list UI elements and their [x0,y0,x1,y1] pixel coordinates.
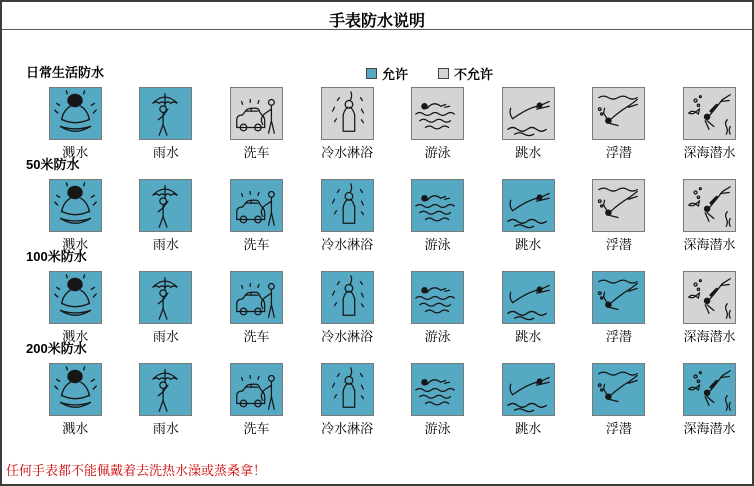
activity-cell-splash [30,87,121,160]
activity-label: 冷水淋浴 [321,237,374,252]
section-label-200m: 200米防水 [26,341,87,356]
activity-label: 游泳 [424,329,451,344]
activity-cell-splash [30,363,121,436]
activity-cell-diving [483,363,574,436]
activity-cell-splash [30,179,121,252]
activity-cell-swimming [392,87,483,160]
activity-cell-cold-shower [302,179,393,252]
not-allowed-swatch-icon [438,68,449,79]
activity-cell-snorkeling [574,271,665,344]
splash-icon [49,271,102,324]
activity-cell-splash [30,271,121,344]
footer-warning: 任何手表都不能佩戴着去洗热水澡或蒸桑拿！ [6,463,267,478]
allowed-swatch-icon [366,68,377,79]
cold-shower-icon [321,87,374,140]
activity-label: 浮潜 [605,145,632,160]
cold-shower-icon [321,179,374,232]
deep-sea-diving-icon [683,363,736,416]
legend [366,64,523,83]
section-header-50m [26,157,752,173]
activity-label: 浮潜 [605,421,632,436]
diving-icon [502,271,555,324]
activity-label: 洗车 [243,237,270,252]
deep-sea-diving-icon [683,87,736,140]
activity-cell-swimming [392,363,483,436]
activity-cell-rain [121,363,212,436]
icon-row-100m [30,271,752,344]
activity-label: 跳水 [515,421,542,436]
activity-cell-deep-sea-diving [664,179,754,252]
section-header-100m [26,249,752,265]
snorkeling-icon [592,87,645,140]
not-allowed-label: 不允许 [454,67,494,82]
activity-label: 冷水淋浴 [321,421,374,436]
icon-row-daily [30,87,752,160]
section-label-100m: 100米防水 [26,249,87,264]
activity-cell-rain [121,271,212,344]
snorkeling-icon [592,271,645,324]
carwash-icon [230,87,283,140]
swimming-icon [411,271,464,324]
activity-cell-snorkeling [574,363,665,436]
activity-cell-diving [483,87,574,160]
activity-label: 深海潜水 [683,237,736,252]
activity-cell-swimming [392,271,483,344]
activity-label: 冷水淋浴 [321,145,374,160]
swimming-icon [411,87,464,140]
activity-label: 雨水 [152,145,179,160]
activity-cell-cold-shower [302,363,393,436]
deep-sea-diving-icon [683,271,736,324]
activity-cell-deep-sea-diving [664,87,754,160]
allowed-label: 允许 [382,67,409,82]
activity-label: 溅水 [62,237,89,252]
splash-icon [49,87,102,140]
activity-label: 游泳 [424,145,451,160]
activity-cell-carwash [211,363,302,436]
activity-label: 洗车 [243,329,270,344]
diving-icon [502,179,555,232]
activity-cell-carwash [211,271,302,344]
activity-label: 游泳 [424,421,451,436]
rain-icon [139,179,192,232]
splash-icon [49,179,102,232]
diving-icon [502,87,555,140]
activity-label: 跳水 [515,145,542,160]
rain-icon [139,363,192,416]
activity-label: 跳水 [515,237,542,252]
activity-cell-carwash [211,87,302,160]
snorkeling-icon [592,179,645,232]
sections [2,65,752,436]
deep-sea-diving-icon [683,179,736,232]
activity-label: 深海潜水 [683,421,736,436]
activity-label: 浮潜 [605,237,632,252]
swimming-icon [411,363,464,416]
activity-label: 深海潜水 [683,145,736,160]
activity-label: 游泳 [424,237,451,252]
activity-label: 冷水淋浴 [321,329,374,344]
activity-cell-snorkeling [574,179,665,252]
activity-label: 溅水 [62,329,89,344]
activity-cell-swimming [392,179,483,252]
activity-cell-deep-sea-diving [664,271,754,344]
section-label-daily: 日常生活防水 [26,65,105,80]
diving-icon [502,363,555,416]
activity-label: 雨水 [152,237,179,252]
icon-row-200m [30,363,752,436]
swimming-icon [411,179,464,232]
cold-shower-icon [321,271,374,324]
activity-label: 洗车 [243,421,270,436]
activity-cell-diving [483,271,574,344]
cold-shower-icon [321,363,374,416]
activity-label: 溅水 [62,421,89,436]
activity-cell-snorkeling [574,87,665,160]
activity-cell-rain [121,87,212,160]
rain-icon [139,271,192,324]
carwash-icon [230,179,283,232]
snorkeling-icon [592,363,645,416]
carwash-icon [230,363,283,416]
activity-label: 深海潜水 [683,329,736,344]
icon-row-50m [30,179,752,252]
page-title: 手表防水说明 [328,13,425,30]
section-label-50m: 50米防水 [26,157,80,172]
rain-icon [139,87,192,140]
carwash-icon [230,271,283,324]
activity-label: 溅水 [62,145,89,160]
activity-cell-cold-shower [302,87,393,160]
splash-icon [49,363,102,416]
activity-cell-diving [483,179,574,252]
activity-cell-rain [121,179,212,252]
activity-label: 洗车 [243,145,270,160]
activity-label: 雨水 [152,421,179,436]
activity-label: 跳水 [515,329,542,344]
activity-label: 雨水 [152,329,179,344]
section-header-200m [26,341,752,357]
activity-label: 浮潜 [605,329,632,344]
activity-cell-carwash [211,179,302,252]
activity-cell-deep-sea-diving [664,363,754,436]
activity-cell-cold-shower [302,271,393,344]
